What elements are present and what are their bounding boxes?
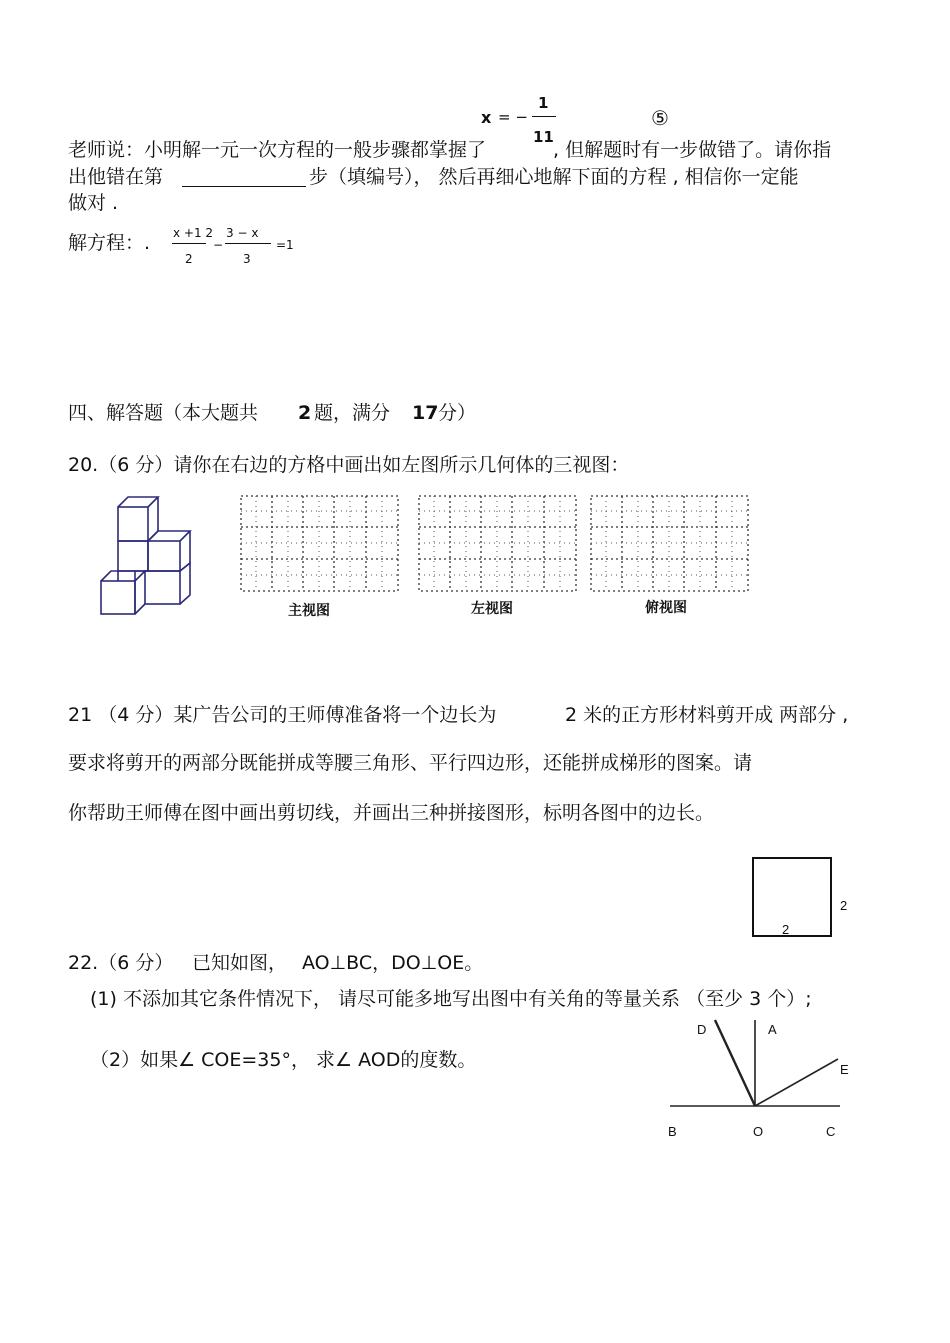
rhs: =1	[276, 238, 294, 252]
q21-line3: 你帮助王师傅在图中画出剪切线，并画出三种拼接图形，标明各图中的边长。	[68, 802, 715, 824]
q22-given: 已知如图，	[192, 952, 288, 974]
point-o-label: O	[753, 1124, 764, 1139]
teacher-line1: 老师说：小明解一元一次方程的一般步骤都掌握了	[68, 139, 487, 161]
q21-line1b: 2 米的正方形材料剪开成 两部分 ,	[565, 704, 849, 726]
q22-condition: AO⊥BC，DO⊥OE。	[302, 952, 484, 974]
q22-part1: (1) 不添加其它条件情况下， 请尽可能多地写出图中有关角的等量关系 （至少 3 个）;	[90, 988, 812, 1010]
point-c-label: C	[826, 1124, 836, 1139]
section4-a: 四、解答题（本大题共	[68, 402, 259, 424]
eq-numerator: 1	[538, 94, 549, 112]
top-view-label: 俯视图	[645, 600, 687, 616]
front-view-grid[interactable]	[240, 495, 400, 593]
point-b-label: B	[668, 1124, 677, 1139]
section4-b: 题，满分	[314, 402, 391, 424]
point-e-label: E	[840, 1062, 849, 1077]
teacher-line2b: 步（填编号）， 然后再细心地解下面的方程 , 相信你一定能	[309, 166, 799, 188]
ray-od	[715, 1020, 755, 1106]
q20-text: 20.（6 分）请你在右边的方格中画出如左图所示几何体的三视图：	[68, 454, 630, 476]
fraction1-denominator: 2	[185, 252, 193, 266]
left-view-label: 左视图	[471, 601, 513, 617]
answer-blank[interactable]	[182, 168, 306, 187]
eq-denominator: 11	[533, 128, 554, 146]
teacher-line2a: 出他错在第	[68, 166, 164, 188]
fraction2-denominator: 3	[243, 252, 251, 266]
q22-number: 22.（6 分）	[68, 952, 174, 974]
square-side-bottom: 2	[782, 922, 790, 937]
q21-line1a: 21 （4 分）某广告公司的王师傅准备将一个边长为	[68, 704, 497, 726]
ray-oe	[755, 1059, 838, 1106]
section4-c: 分）	[438, 402, 477, 424]
section4-count: 2	[298, 402, 312, 424]
solve-label: 解方程：.	[68, 232, 151, 254]
fraction2-bar	[225, 243, 271, 244]
q21-line2: 要求将剪开的两部分既能拼成等腰三角形、平行四边形，还能拼成梯形的图案。请	[68, 752, 753, 774]
fraction2-numerator: 3 − x	[226, 226, 259, 240]
step-mark: ⑤	[651, 106, 669, 130]
cube-stack-figure	[95, 495, 205, 620]
section4-points: 17	[412, 402, 439, 424]
fraction1-numerator: x +1 2	[173, 226, 214, 240]
top-view-grid[interactable]	[590, 495, 750, 593]
point-a-label: A	[768, 1022, 777, 1037]
square-material[interactable]	[752, 857, 832, 937]
fraction1-bar	[172, 243, 206, 244]
eq-var: x	[481, 108, 492, 127]
eq-sign: = −	[498, 108, 528, 126]
minus-sign: −	[213, 238, 224, 252]
teacher-line1b: , 但解题时有一步做错了。请你指	[553, 139, 832, 161]
fraction-bar	[532, 116, 556, 117]
point-d-label: D	[697, 1022, 707, 1037]
front-view-label: 主视图	[288, 603, 330, 619]
q22-part2: （2）如果∠ COE=35°， 求∠ AOD的度数。	[90, 1049, 477, 1071]
teacher-line3: 做对 .	[68, 192, 119, 214]
left-view-grid[interactable]	[418, 495, 578, 593]
square-side-right: 2	[840, 898, 848, 913]
